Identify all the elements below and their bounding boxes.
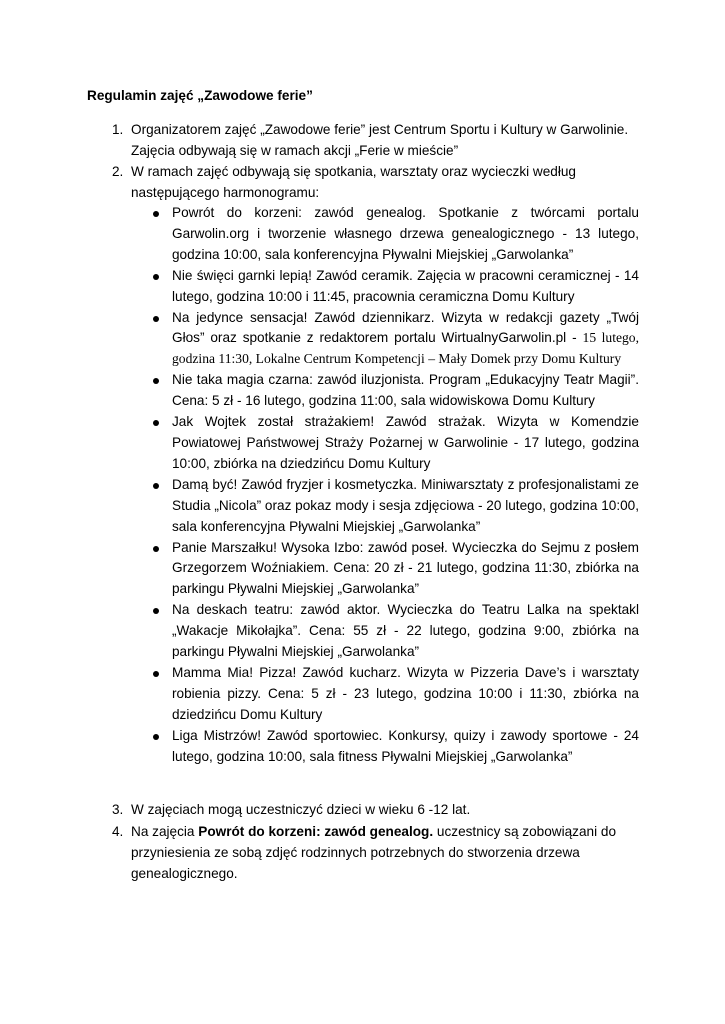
schedule-item: Mamma Mia! Pizza! Zawód kucharz. Wizyta w Pizzeria Dave’s i warsztaty robienia pizzy. Cena: 5 zł - 23 lutego, godzina 10:00 i 11:30, zbiórka na dziedzińcu Domu Kultury [150,663,639,726]
item-text: Organizatorem zajęć „Zawodowe ferie” jest Centrum Sportu i Kultury w Garwolinie. Zajęcia odbywają się w ramach akcji „Ferie w mieście” [131,122,629,158]
schedule-item: Damą być! Zawód fryzjer i kosmetyczka. Miniwarsztaty z profesjonalistami ze Studia „Nicola” oraz pokaz mody i sesja zdjęciowa - 20 lutego, godzina 10:00, sala konferencyjna Pływalni Miejskiej „Garwolanka” [150,475,639,538]
item-text: Na zajęcia Powrót do korzeni: zawód genealog. uczestnicy są zobowiązani do przyniesienia ze sobą zdjęć rodzinnych potrzebnych do stworzenia drzewa genealogicznego. [131,824,616,881]
bullet-icon [153,274,159,280]
bullet-icon [153,734,159,740]
bullet-icon [153,420,159,426]
bullet-icon [153,316,159,322]
schedule-item: Nie taka magia czarna: zawód iluzjonista. Program „Edukacyjny Teatr Magii”. Cena: 5 zł - 16 lutego, godzina 11:00, sala widowiskowa Domu Kultury [150,370,639,412]
item-number: 4. [112,824,124,839]
bold-workshop-name: Powrót do korzeni: zawód genealog. [198,824,434,839]
schedule-item: Na deskach teatru: zawód aktor. Wycieczka do Teatru Lalka na spektakl „Wakacje Mikołajka”. Cena: 55 zł - 22 lutego, godzina 9:00, zbiórka na parkingu Pływalni Miejskiej „Garwolanka” [150,600,639,663]
document-title: Regulamin zajęć „Zawodowe ferie” [87,88,313,103]
bullet-icon [153,671,159,677]
item-number: 3. [112,802,124,817]
bullet-icon [153,546,159,552]
schedule-item: Na jedynce sensacja! Zawód dziennikarz. Wizyta w redakcji gazety „Twój Głos” oraz spotkanie z redaktorem portalu WirtualnyGarwolin.pl - 15 lutego, godzina 11:30, Lokalne Centrum Kompetencji – Mały Domek przy Domu Kultury [150,308,639,371]
bullet-icon [153,378,159,384]
schedule-item: Powrót do korzeni: zawód genealog. Spotkanie z twórcami portalu Garwolin.org i tworzenie własnego drzewa genealogicznego - 13 lutego, godzina 10:00, sala konferencyjna Pływalni Miejskiej „Garwolanka” [150,203,639,266]
schedule-item: Panie Marszałku! Wysoka Izbo: zawód poseł. Wycieczka do Sejmu z posłem Grzegorzem Woźniakiem. Cena: 20 zł - 21 lutego, godzina 11:30, zbiórka na parkingu Pływalni Miejskiej „Garwolanka” [150,538,639,601]
item-text: W zajęciach mogą uczestniczyć dzieci w wieku 6 -12 lat. [131,802,471,817]
bullet-icon [153,211,159,217]
schedule-item: Nie święci garnki lepią! Zawód ceramik. Zajęcia w pracowni ceramicznej - 14 lutego, godzina 10:00 i 11:45, pracownia ceramiczna Domu Kultury [150,266,639,308]
schedule-item: Liga Mistrzów! Zawód sportowiec. Konkursy, quizy i zawody sportowe - 24 lutego, godzina 10:00, sala fitness Pływalni Miejskiej „Garwolanka” [150,726,639,768]
item-number: 1. [112,122,124,137]
item-number: 2. [112,164,124,179]
schedule-list [150,203,639,767]
bullet-icon [153,608,159,614]
schedule-item: Jak Wojtek został strażakiem! Zawód strażak. Wizyta w Komendzie Powiatowej Państwowej Straży Pożarnej w Garwolinie - 17 lutego, godzina 10:00, zbiórka na dziedzińcu Domu Kultury [150,412,639,475]
item-text: W ramach zajęć odbywają się spotkania, warsztaty oraz wycieczki według następującego harmonogramu: [131,164,576,200]
bullet-icon [153,483,159,489]
